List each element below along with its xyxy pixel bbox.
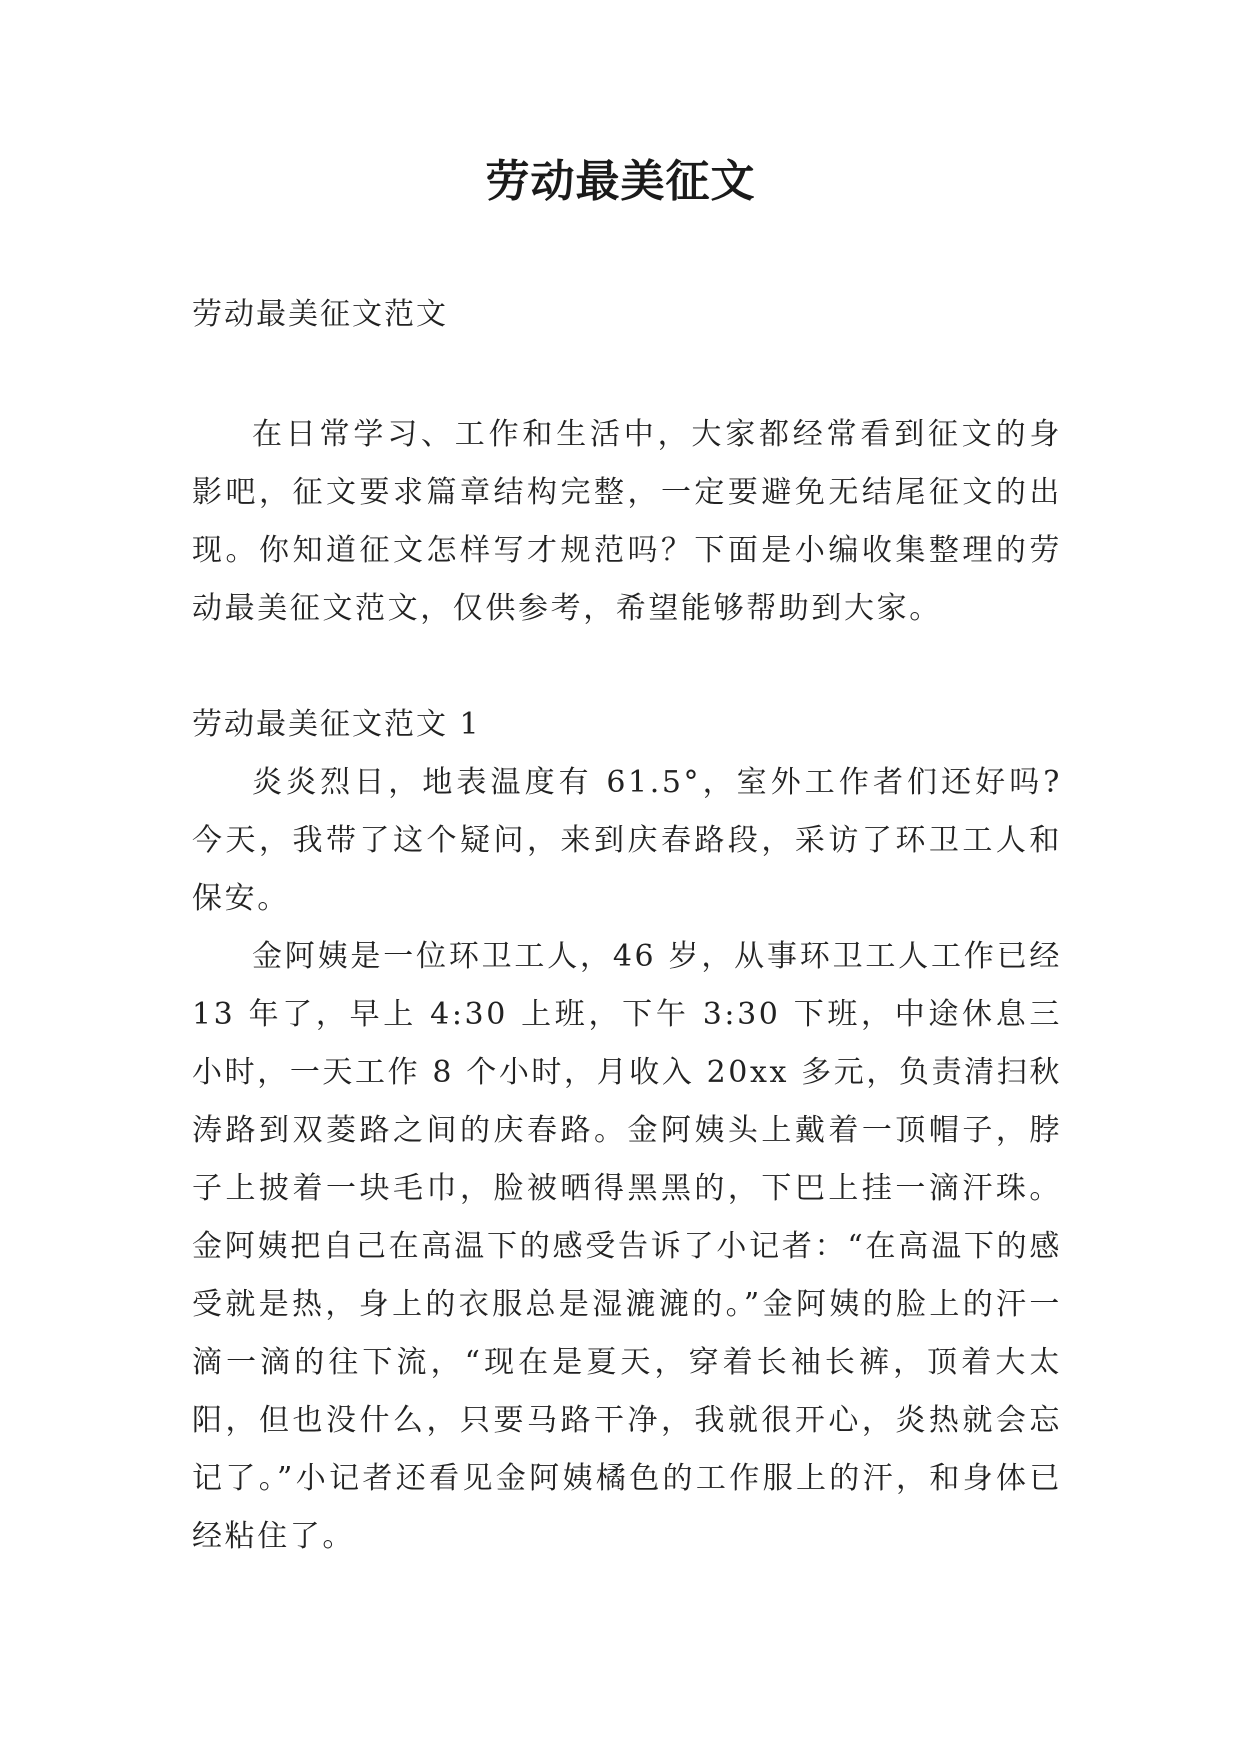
intro-paragraph: 在日常学习、工作和生活中，大家都经常看到征文的身影吧，征文要求篇章结构完整，一定要避免无结尾征文的出现。你知道征文怎样写才规范吗？下面是小编收集整理的劳动最美征文范文，仅供参考，希望能够帮助到大家。 (192, 417, 1062, 626)
body-paragraph: 炎炎烈日，地表温度有 61.5°，室外工作者们还好吗?今天，我带了这个疑问，来到庆春路段，采访了环卫工人和保安。 (192, 765, 1062, 916)
document-title: 劳动最美征文 (485, 156, 756, 207)
spacer (192, 638, 1062, 696)
spacer (192, 344, 1062, 406)
document-subtitle: 劳动最美征文范文 (192, 297, 448, 332)
section-heading: 劳动最美征文范文 1 (192, 707, 481, 742)
body-paragraph: 金阿姨是一位环卫工人，46 岁，从事环卫工人工作已经 13 年了，早上 4:30 上班，下午 3:30 下班，中途休息三小时，一天工作 8 个小时，月收入 20xx 多元，负责清扫秋涛路到双菱路之间的庆春路。金阿姨头上戴着一顶帽子，脖子上披着一块毛巾，脸被晒得黑黑的，下巴上挂一滴汗珠。金阿姨把自己在高温下的感受告诉了小记者：“在高温下的感受就是热，身上的衣服总是湿漉漉的。”金阿姨的脸上的汗一滴一滴的往下流，“现在是夏天，穿着长袖长裤，顶着大太阳，但也没什么，只要马路干净，我就很开心，炎热就会忘记了。”小记者还看见金阿姨橘色的工作服上的汗，和身体已经粘住了。 (192, 939, 1062, 1554)
document-body (192, 286, 1062, 1566)
